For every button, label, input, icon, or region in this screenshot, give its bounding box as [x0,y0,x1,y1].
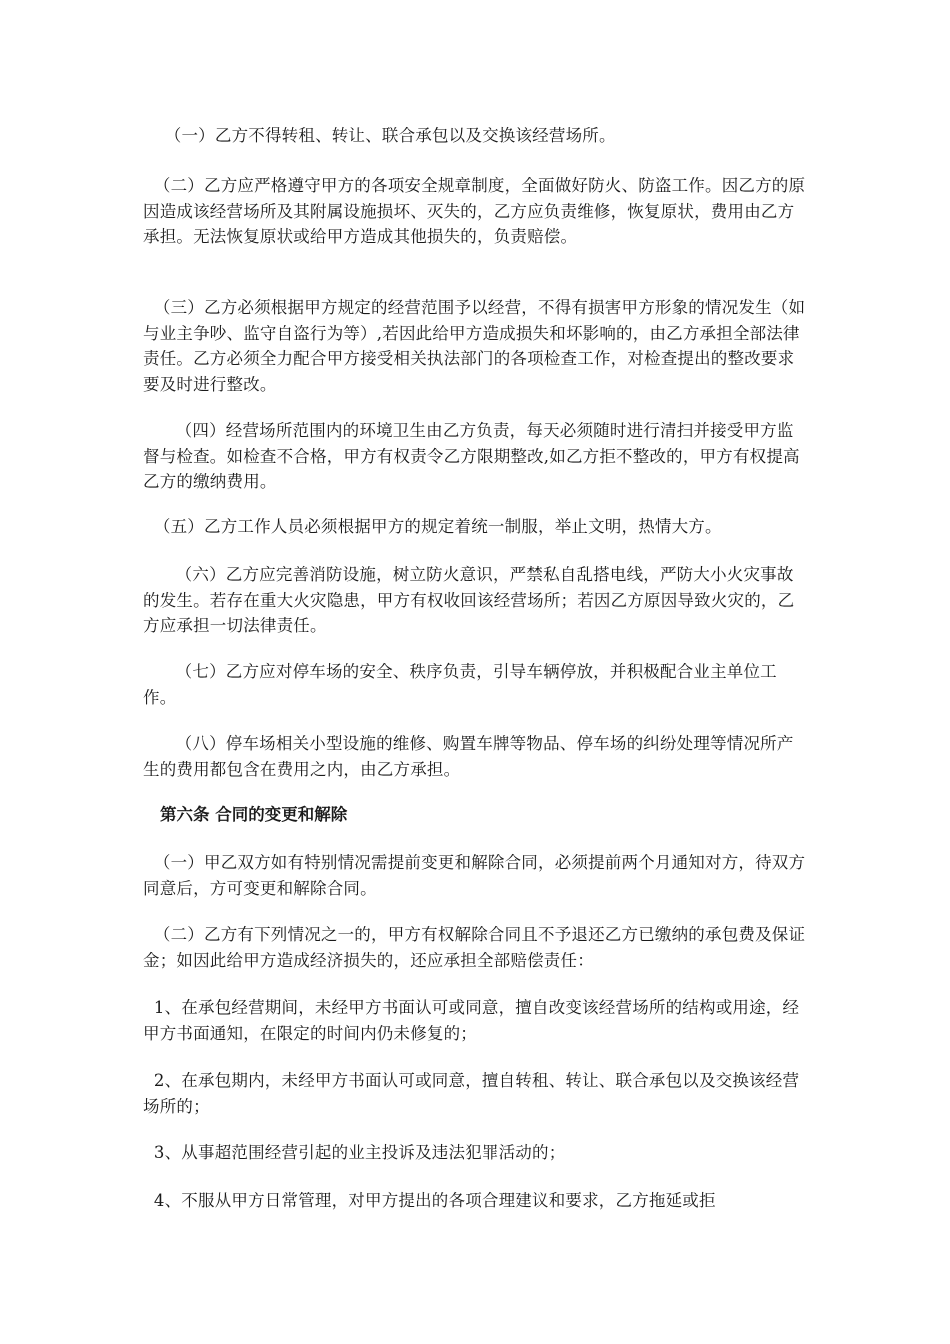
paragraph-5-8: （八）停车场相关小型设施的维修、购置车牌等物品、停车场的纠纷处理等情况所产生的费用都包含在费用之内，由乙方承担。 [143,734,794,779]
paragraph-5-1: （一）乙方不得转租、转让、联合承包以及交换该经营场所。 [143,126,616,145]
paragraph-5-5: （五）乙方工作人员必须根据甲方的规定着统一制服，举止文明，热情大方。 [143,517,722,536]
list-item-6-2-4: 4、不服从甲方日常管理，对甲方提出的各项合理建议和要求，乙方拖延或拒 [143,1191,716,1210]
paragraph-5-7: （七）乙方应对停车场的安全、秩序负责，引导车辆停放，并积极配合业主单位工作。 [143,662,777,707]
paragraph-6-2: （二）乙方有下列情况之一的，甲方有权解除合同且不予退还乙方已缴纳的承包费及保证金；如因此给甲方造成经济损失的，还应承担全部赔偿责任： [143,925,806,970]
paragraph-5-2: （二）乙方应严格遵守甲方的各项安全规章制度，全面做好防火、防盗工作。因乙方的原因造成该经营场所及其附属设施损坏、灭失的，乙方应负责维修，恢复原状，费用由乙方承担。无法恢复原状或给甲方造成其他损失的，负责赔偿。 [143,176,806,246]
paragraph-5-3: （三）乙方必须根据甲方规定的经营范围予以经营，不得有损害甲方形象的情况发生（如与业主争吵、监守自盗行为等）,若因此给甲方造成损失和坏影响的，由乙方承担全部法律责任。乙方必须全力配合甲方接受相关执法部门的各项检查工作，对检查提出的整改要求要及时进行整改。 [143,298,806,394]
paragraph-5-4: （四）经营场所范围内的环境卫生由乙方负责，每天必须随时进行清扫并接受甲方监督与检查。如检查不合格，甲方有权责令乙方限期整改,如乙方拒不整改的，甲方有权提高乙方的缴纳费用。 [143,421,800,491]
section-heading-article-6: 第六条 合同的变更和解除 [160,805,348,824]
paragraph-5-6: （六）乙方应完善消防设施，树立防火意识，严禁私自乱搭电线，严防大小火灾事故的发生。若存在重大火灾隐患，甲方有权收回该经营场所；若因乙方原因导致火灾的，乙方应承担一切法律责任。 [143,565,795,635]
list-item-6-2-3: 3、从事超范围经营引起的业主投诉及违法犯罪活动的； [143,1143,566,1162]
list-item-6-2-2: 2、在承包期内，未经甲方书面认可或同意，擅自转租、转让、联合承包以及交换该经营场所的； [143,1071,800,1116]
paragraph-6-1: （一）甲乙双方如有特别情况需提前变更和解除合同，必须提前两个月通知对方，待双方同意后，方可变更和解除合同。 [143,853,806,898]
list-item-6-2-1: 1、在承包经营期间，未经甲方书面认可或同意，擅自改变该经营场所的结构或用途，经甲方书面通知，在限定的时间内仍未修复的； [143,998,800,1043]
